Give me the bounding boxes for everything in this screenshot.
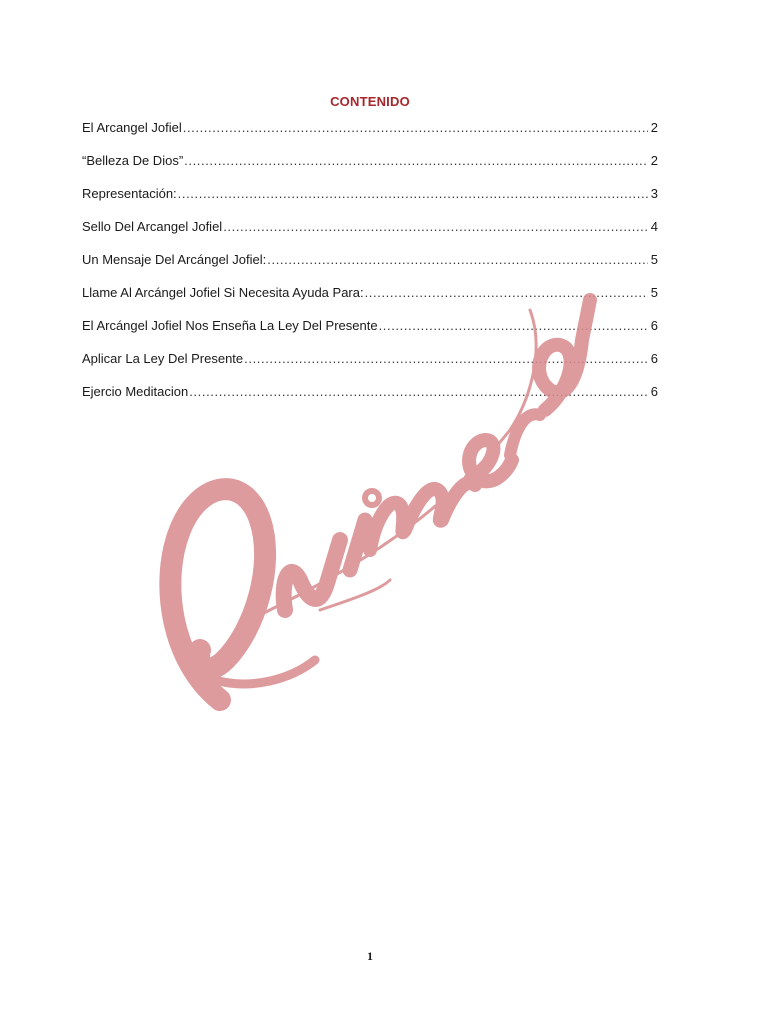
- toc-entry-belleza-de-dios[interactable]: [82, 152, 658, 185]
- toc-title: CONTENIDO: [330, 94, 410, 109]
- toc-entry-text: El Arcangel Jofiel: [82, 120, 182, 135]
- toc-entry-page: 6: [650, 384, 658, 399]
- dot-leader: [244, 350, 648, 368]
- toc-entry-sello[interactable]: [82, 218, 658, 251]
- dot-leader: [189, 383, 648, 401]
- toc-entry-el-arcangel-jofiel[interactable]: [82, 119, 658, 152]
- dot-leader: [379, 317, 648, 335]
- dot-leader: [365, 284, 648, 302]
- toc-entry-text: Aplicar La Ley Del Presente: [82, 351, 244, 366]
- toc-entry-text: Llame Al Arcángel Jofiel Si Necesita Ayuda Para:: [82, 285, 364, 300]
- dot-leader: [183, 119, 648, 137]
- toc-entry-page: 6: [650, 318, 658, 333]
- dot-leader: [267, 251, 648, 269]
- watermark-text: Quimera: [375, 725, 379, 726]
- toc-entry-text: Ejercio Meditacion: [82, 384, 189, 399]
- toc-entry-ejercio-meditacion[interactable]: [82, 383, 658, 416]
- toc-entry-text: Representación:: [82, 186, 177, 201]
- toc-entry-page: 2: [650, 120, 658, 135]
- toc-entry-page: 6: [650, 351, 658, 366]
- toc-entry-text: Sello Del Arcangel Jofiel: [82, 219, 223, 234]
- dot-leader: [184, 152, 648, 170]
- table-of-contents: [82, 119, 658, 416]
- toc-entry-mensaje[interactable]: [82, 251, 658, 284]
- page-number: 1: [367, 949, 373, 963]
- toc-entry-page: 3: [650, 186, 658, 201]
- dot-leader: [178, 185, 648, 203]
- toc-entry-text: Un Mensaje Del Arcángel Jofiel:: [82, 252, 267, 267]
- toc-entry-text: El Arcángel Jofiel Nos Enseña La Ley Del Presente: [82, 318, 378, 333]
- toc-entry-llame[interactable]: [82, 284, 658, 317]
- toc-entry-page: 5: [650, 285, 658, 300]
- toc-entry-aplicar[interactable]: [82, 350, 658, 383]
- toc-entry-representacion[interactable]: [82, 185, 658, 218]
- toc-entry-page: 5: [650, 252, 658, 267]
- toc-entry-page: 4: [650, 219, 658, 234]
- toc-entry-text: “Belleza De Dios”: [82, 153, 184, 168]
- toc-entry-ley-del-presente[interactable]: [82, 317, 658, 350]
- dot-leader: [223, 218, 648, 236]
- toc-entry-page: 2: [650, 153, 658, 168]
